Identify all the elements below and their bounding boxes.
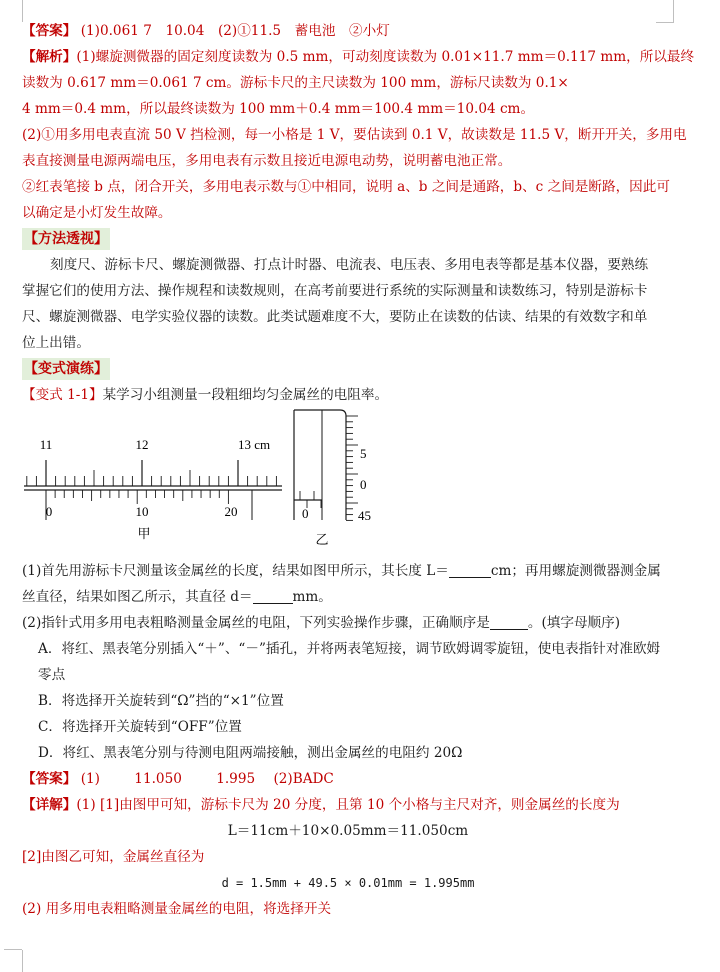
thimble-ticks (346, 416, 358, 520)
method-block (22, 252, 674, 356)
detail-line-1 (22, 792, 674, 818)
analysis-line-3: 4 mm＝0.4 mm，所以最终读数为 100 mm＋0.4 mm＝100.4 mm＝10.04 cm。 (22, 101, 535, 117)
document-page (22, 18, 695, 922)
analysis-line-1: (1)螺旋测微器的固定刻度读数为 0.5 mm，可动刻度读数为 0.01×11.7 mm＝0.117 mm，所以最终 (76, 49, 695, 65)
analysis-block (22, 44, 695, 226)
length-answer-blank[interactable] (449, 561, 491, 578)
analysis-line-5: 表直接测量电源两端电压，多用电表有示数且接近电源电动势，说明蓄电池正常。 (22, 153, 512, 169)
option-b: B．将选择开关旋转到“Ω”挡的“×1”位置 (38, 693, 284, 709)
variant-heading: 【变式演练】 (22, 358, 110, 380)
thimble-label-45: 45 (358, 508, 371, 523)
method-heading: 【方法透视】 (22, 228, 110, 250)
answer-2 (22, 766, 674, 792)
answer-text: (1)0.061 7 10.04 (2)①11.5 蓄电池 ②小灯 (80, 23, 390, 39)
method-line-3: 尺、螺旋测微器、电学实验仪器的读数。此类试题难度不大，要防止在读数的估读、结果的有效数字和单 (22, 309, 648, 325)
micrometer-thimble-outline (294, 410, 346, 520)
q1-text-b: cm；再用螺旋测微器测金属 (490, 563, 661, 579)
analysis-line-7: 以确定是小灯发生故障。 (22, 205, 172, 221)
main-scale-ticks (27, 460, 277, 486)
answer-2-part-2: (2)BADC (273, 771, 334, 787)
order-answer-blank[interactable] (490, 613, 528, 630)
micrometer-figure (294, 410, 371, 547)
analysis-line-4: (2)①用多用电表直流 50 V 挡检测，每一小格是 1 V，要估读到 0.1 V，故读数是 11.5 V，断开开关，多用电 (22, 127, 687, 143)
answer-2-diameter: 1.995 (216, 771, 256, 787)
q1-text-a: (1)首先用游标卡尺测量该金属丝的长度，结果如图甲所示，其长度 L＝ (22, 563, 449, 579)
crop-mark-bottom-left-h (4, 949, 22, 950)
vernier-scale-ticks (46, 490, 228, 504)
vernier-label-20: 20 (224, 504, 238, 519)
main-label-12: 12 (135, 437, 149, 452)
detail-text-1: (1) [1]由图甲可知，游标卡尺为 20 分度，且第 10 个小格与主尺对齐，则金属丝的长度为 (76, 797, 620, 813)
answer-2-part-1: (1) (80, 771, 100, 787)
q1-text-d: mm。 (292, 589, 332, 605)
variant-title-line (22, 382, 674, 408)
diameter-answer-blank[interactable] (253, 587, 293, 604)
method-line-4: 位上出错。 (22, 335, 90, 351)
option-c: C．将选择开关旋转到“OFF”位置 (38, 719, 242, 735)
detail-line-2: [2]由图乙可知，金属丝直径为 (22, 849, 205, 865)
thimble-label-5: 5 (360, 446, 367, 461)
figures-svg (22, 408, 674, 558)
vernier-label-0: 0 (45, 504, 53, 519)
main-label-13cm: 13 cm (238, 437, 271, 452)
detail-formula-1: L＝11cm＋10×0.05mm＝11.050cm (227, 823, 469, 839)
analysis-tag: 【解析】 (22, 49, 77, 65)
method-line-2: 掌握它们的使用方法、操作规程和读数规则，在高考前要进行系统的实际测量和读数练习，特别是游标卡 (22, 283, 648, 299)
detail-line-3: (2) 用多用电表粗略测量金属丝的电阻，将选择开关 (22, 901, 332, 917)
q1-line-2 (22, 584, 674, 610)
answer-tag: 【答案】 (22, 23, 77, 39)
q1-line-1 (22, 558, 674, 584)
sleeve-label-0: 0 (302, 506, 309, 521)
vernier-caliper-figure (24, 437, 282, 541)
q2-text-a: (2)指针式用多用电表粗略测量金属丝的电阻，下列实验操作步骤，正确顺序是 (22, 615, 490, 631)
micrometer-caption: 乙 (315, 532, 329, 547)
detail-formula-2: d = 1.5mm + 49.5 × 0.01mm = 1.995mm (221, 876, 475, 890)
caliper-caption: 甲 (137, 526, 151, 541)
method-line-1: 刻度尺、游标卡尺、螺旋测微器、打点计时器、电流表、电压表、多用电表等都是基本仪器，要熟练 (50, 257, 649, 273)
option-a-line-2: 零点 (38, 667, 66, 683)
answer-2-tag: 【答案】 (22, 771, 77, 787)
thimble-label-0: 0 (360, 477, 367, 492)
q1-text-c: 丝直径，结果如图乙所示，其直径 d＝ (22, 589, 253, 605)
figures (22, 408, 674, 558)
vernier-label-10: 10 (135, 504, 149, 519)
variant-tag: 【变式 1-1】 (22, 387, 103, 403)
crop-mark-bottom-left (22, 950, 23, 972)
option-d: D．将红、黑表笔分别与待测电阻两端接触，测出金属丝的电阻约 20Ω (38, 745, 463, 761)
q2-text-b: 。(填字母顺序) (527, 615, 621, 631)
questions-block (22, 558, 674, 766)
main-label-11: 11 (39, 437, 53, 452)
option-a-line-1: A．将红、黑表笔分别插入“＋”、“－”插孔，并将两表笔短接，调节欧姆调零旋钮，使电表指针对准欧姆 (38, 641, 661, 657)
detail-tag: 【详解】 (22, 797, 77, 813)
analysis-line-6: ②红表笔接 b 点，闭合开关，多用电表示数与①中相同，说明 a、b 之间是通路，b、c 之间是断路，因此可 (22, 179, 670, 195)
analysis-line-2: 读数为 0.617 mm＝0.061 7 cm。游标卡尺的主尺读数为 100 mm，游标尺读数为 0.1× (22, 75, 569, 91)
answer-1 (22, 18, 674, 44)
variant-title: 某学习小组测量一段粗细均匀金属丝的电阻率。 (102, 387, 389, 403)
q2-line (22, 610, 674, 636)
answer-2-length: 11.050 (134, 771, 182, 787)
